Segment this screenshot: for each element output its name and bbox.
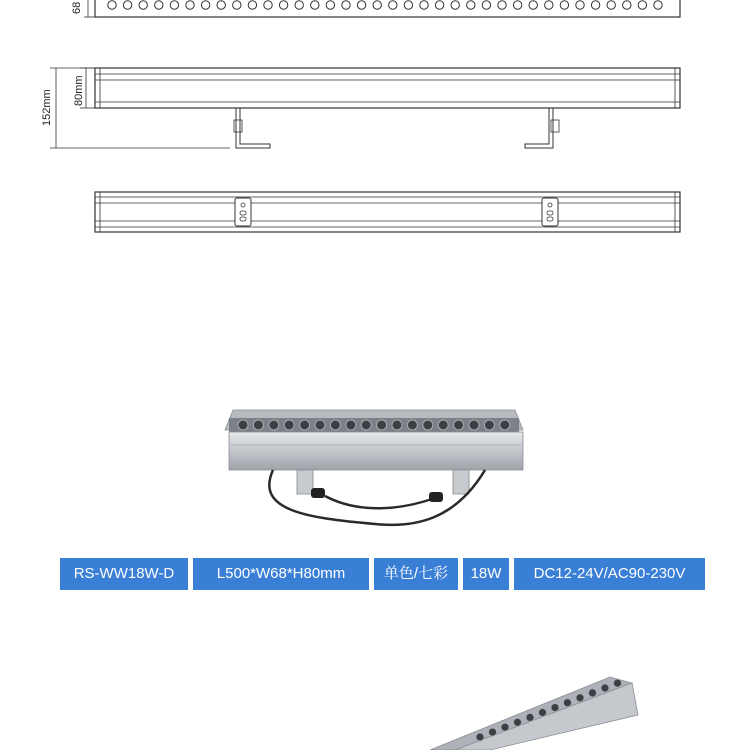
led-lens-icon — [435, 1, 443, 9]
led-lens-icon — [601, 684, 609, 692]
led-lens-icon — [476, 733, 484, 741]
mounting-bracket-icon — [235, 198, 251, 226]
bottom-view — [95, 192, 680, 232]
led-lens-icon — [654, 1, 662, 9]
led-lens-icon — [373, 1, 381, 9]
spec-voltage: DC12-24V/AC90-230V — [514, 558, 705, 590]
led-lens-icon — [489, 728, 497, 736]
spec-power: 18W — [463, 558, 509, 590]
led-lens-icon — [155, 1, 163, 9]
mounting-bracket-icon — [234, 108, 270, 148]
led-lens-icon — [514, 718, 522, 726]
led-lens-icon — [529, 1, 537, 9]
led-lens-icon — [346, 420, 356, 430]
led-lens-icon — [560, 1, 568, 9]
led-lens-icon — [377, 420, 387, 430]
led-lens-icon — [284, 420, 294, 430]
led-lens-icon — [330, 420, 340, 430]
led-lens-icon — [269, 420, 279, 430]
led-lens-icon — [186, 1, 194, 9]
led-lens-icon — [357, 1, 365, 9]
led-lens-icon — [311, 1, 319, 9]
led-lens-icon — [539, 709, 547, 717]
led-lens-icon — [589, 689, 597, 697]
led-lens-icon — [501, 723, 509, 731]
led-lens-icon — [217, 1, 225, 9]
led-lens-icon — [451, 1, 459, 9]
led-lens-icon — [526, 713, 534, 721]
led-lens-icon — [564, 699, 572, 707]
led-lens-icon — [545, 1, 553, 9]
led-lens-icon — [623, 1, 631, 9]
spec-color-mode: 单色/七彩 — [374, 558, 458, 590]
top-view — [71, 0, 680, 17]
led-lens-icon — [482, 1, 490, 9]
width-dimension-label: 68 — [71, 1, 83, 14]
led-lens-icon — [438, 420, 448, 430]
led-lens-icon — [407, 420, 417, 430]
led-lens-icon — [170, 1, 178, 9]
overall-height-label: 152mm — [41, 89, 53, 126]
product-photo-angled — [420, 655, 750, 750]
side-view — [41, 68, 680, 148]
led-lens-icon — [392, 420, 402, 430]
led-lens-icon — [467, 1, 475, 9]
led-lens-icon — [108, 1, 116, 9]
led-lens-icon — [454, 420, 464, 430]
led-lens-icon — [614, 679, 622, 687]
led-lens-icon — [139, 1, 147, 9]
led-lens-icon — [420, 1, 428, 9]
led-lens-icon — [591, 1, 599, 9]
led-lens-icon — [498, 1, 506, 9]
led-lens-icon — [264, 1, 272, 9]
led-lens-icon — [123, 1, 131, 9]
led-lens-icon — [253, 420, 263, 430]
led-lens-icon — [423, 420, 433, 430]
led-lens-icon — [361, 420, 371, 430]
led-lens-icon — [201, 1, 209, 9]
spec-bar — [60, 558, 705, 590]
led-lens-icon — [238, 420, 248, 430]
led-lens-icon — [500, 420, 510, 430]
mounting-bracket-icon — [525, 108, 559, 148]
spec-model: RS-WW18W-D — [60, 558, 188, 590]
height-dimension-label: 80mm — [73, 75, 85, 106]
led-lens-icon — [315, 420, 325, 430]
technical-drawing — [0, 0, 750, 300]
led-lens-icon — [638, 1, 646, 9]
led-lens-icon — [295, 1, 303, 9]
led-lens-icon — [279, 1, 287, 9]
led-lens-icon — [389, 1, 397, 9]
led-lens-icon — [326, 1, 334, 9]
led-lens-icon — [404, 1, 412, 9]
led-lens-icon — [469, 420, 479, 430]
led-lens-icon — [607, 1, 615, 9]
led-lens-icon — [513, 1, 521, 9]
product-photo — [215, 400, 535, 540]
spec-size: L500*W68*H80mm — [193, 558, 369, 590]
led-lens-icon — [576, 1, 584, 9]
led-lens-icon — [300, 420, 310, 430]
mounting-bracket-icon — [542, 198, 558, 226]
led-lens-icon — [233, 1, 241, 9]
led-lens-icon — [576, 694, 584, 702]
led-lens-icon — [248, 1, 256, 9]
led-lens-icon — [484, 420, 494, 430]
led-lens-row — [108, 1, 662, 9]
led-lens-icon — [342, 1, 350, 9]
led-lens-icon — [551, 704, 559, 712]
